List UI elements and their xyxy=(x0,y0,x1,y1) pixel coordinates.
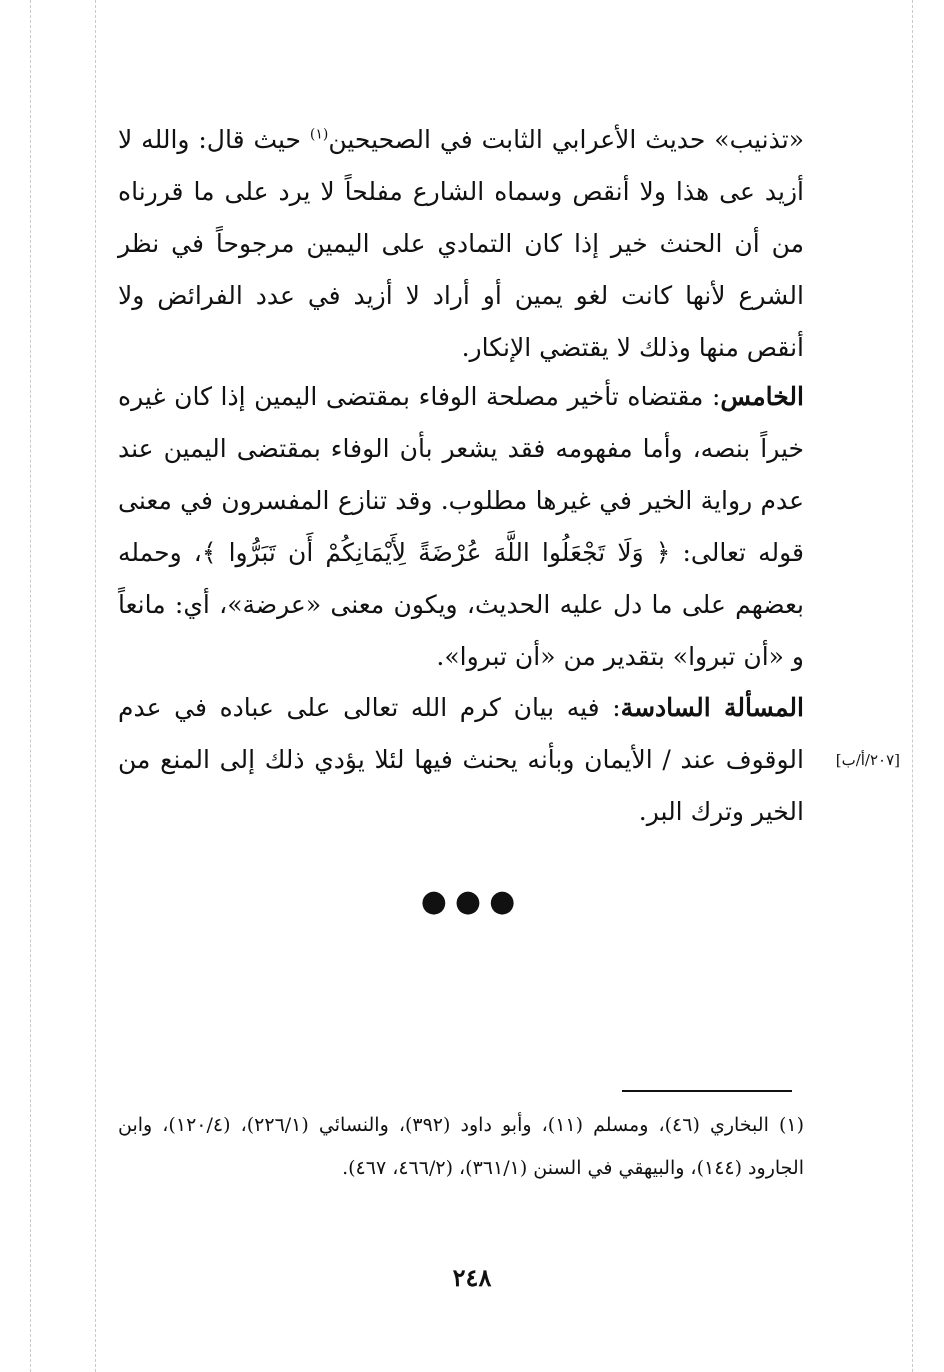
paragraph-tadhnib-text-continued: حيث قال: والله لا أزيد عى هذا ولا أنقص وسماه الشارع مفلحاً لا يرد على ما قررناه من أن الحنث خير إذا كان التمادي على اليمين مرجوحاً في نظر الشرع لأنها كانت لغو يمين أو أراد لا أزيد في عدد الفرائض ولا أنقص منها وذلك لا يقتضي الإنكار. xyxy=(118,125,804,362)
paragraph-tadhnib-text: «تذنيب» حديث الأعرابي الثابت في الصحيحين xyxy=(328,125,804,154)
manuscript-folio-reference: [٢٠٧/أ/ب] xyxy=(835,751,900,769)
paragraph-fifth-heading: الخامس xyxy=(720,382,804,411)
footnote-divider xyxy=(622,1090,792,1092)
paragraph-sixth-issue-heading: المسألة السادسة xyxy=(620,693,804,722)
paragraph-sixth-issue xyxy=(118,682,804,838)
paragraph-fifth-text: : مقتضاه تأخير مصلحة الوفاء بمقتضى اليمين إذا كان غيره خيراً بنصه، وأما مفهومه فقد يشعر بأن الوفاء بمقتضى اليمين عند عدم رواية الخير في غيرها مطلوب. وقد تنازع المفسرون في معنى قوله تعالى: xyxy=(118,382,804,567)
page-number: ٢٤٨ xyxy=(452,1263,492,1292)
scan-edge-line-inner xyxy=(95,0,96,1372)
footnote-1: (١) البخاري (٤٦)، ومسلم (١١)، وأبو داود (٣٩٢)، والنسائي (٢٢٦/١)، (١٢٠/٤)، وابن الجارود (١٤٤)، والبيهقي في السنن (٣٦١/١)، (٤٦٦/٢، ٤٦٧). xyxy=(118,1114,804,1179)
quran-verse: ﴿ وَلَا تَجْعَلُوا اللَّهَ عُرْضَةً لِأَيْمَانِكُمْ أَن تَبَرُّوا ﴾ xyxy=(201,538,671,567)
scan-edge-line-right xyxy=(912,0,913,1372)
scan-edge-line-left xyxy=(30,0,31,1372)
paragraph-fifth-text-continued: ، وحمله بعضهم على ما دل عليه الحديث، ويكون معنى «عرضة»، أي: مانعاً و «أن تبروا» بتقدير من «أن تبروا». xyxy=(118,538,804,671)
section-separator-dots: ●●● xyxy=(420,884,524,919)
paragraph-tadhnib xyxy=(118,114,804,374)
footnote-marker[interactable]: (١) xyxy=(309,126,329,143)
paragraph-sixth-issue-text: : فيه بيان كرم الله تعالى على عباده في عدم الوقوف عند / الأيمان وبأنه يحنث فيها لئلا يؤدي ذلك إلى المنع من الخير وترك البر. xyxy=(118,693,804,826)
paragraph-fifth xyxy=(118,371,804,683)
